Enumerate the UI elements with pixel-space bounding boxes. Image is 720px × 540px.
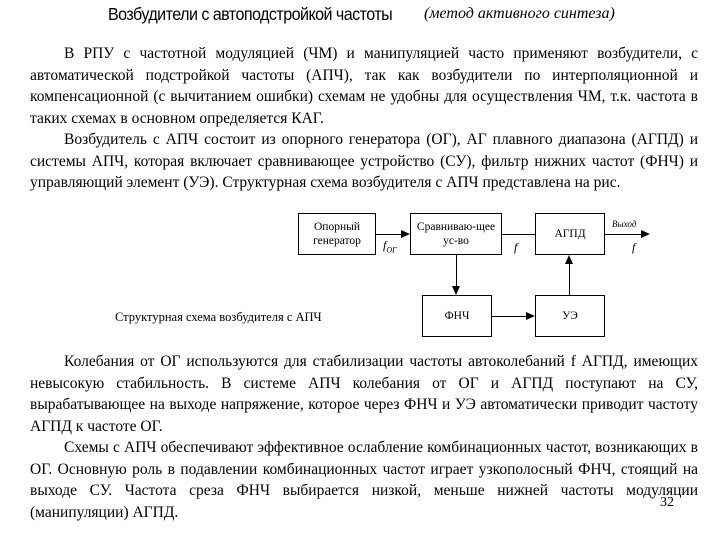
block-og-label: Опорный генератор <box>313 221 361 247</box>
slide-subtitle: (метод активного синтеза) <box>424 5 615 22</box>
slide-title: Возбудители с автоподстройкой частоты <box>108 4 393 24</box>
arrow-fnch-ue <box>526 312 535 320</box>
line-agpd-output <box>605 234 641 235</box>
label-f-mid: f <box>514 240 518 254</box>
label-f-og-main: f <box>383 238 387 252</box>
diagram-caption: Структурная схема возбудителя с АПЧ <box>115 310 322 324</box>
paragraph-3 <box>30 351 698 437</box>
paragraph-2 <box>30 129 698 194</box>
block-og <box>298 213 376 255</box>
line-og-su <box>376 234 401 235</box>
block-su <box>410 213 502 255</box>
label-f-og <box>383 238 397 254</box>
paragraph-1 <box>30 43 698 129</box>
block-agpd-label: АГПД <box>554 228 586 240</box>
line-fnch-ue <box>492 316 526 317</box>
block-fnch <box>422 295 492 337</box>
arrow-output <box>641 230 650 238</box>
block-su-label: Сравниваю-щее ус-во <box>416 221 496 247</box>
line-ue-agpd <box>569 264 570 295</box>
block-fnch-label: ФНЧ <box>444 310 470 322</box>
block-ue <box>535 295 605 337</box>
label-output: Выход <box>612 219 637 229</box>
page-number: 32 <box>660 495 674 510</box>
line-agpd-su <box>502 234 535 235</box>
label-f-out: f <box>632 240 636 254</box>
paragraph-4 <box>30 437 698 523</box>
arrow-su-fnch <box>452 286 460 295</box>
arrow-ue-agpd <box>565 255 573 264</box>
block-ue-label: УЭ <box>562 310 578 322</box>
paragraph-2-text: Возбудитель с АПЧ состоит из опорного генератора (ОГ), АГ плавного диапазона (АГПД) и системы АПЧ, которая включает сравнивающее устройство (СУ), фильтр нижних частот (ФНЧ) и управляющий элемент (УЭ). Структурная схема возбудителя с АПЧ представлена на рис. <box>30 131 698 191</box>
line-su-fnch <box>456 255 457 286</box>
arrow-og-su <box>401 230 410 238</box>
label-f-og-sub: ОГ <box>386 245 397 255</box>
paragraph-3-text: Колебания от ОГ используются для стабилизации частоты автоколебаний f АГПД, имеющих невысокую стабильность. В системе АПЧ колебания от ОГ и АГПД поступают на СУ, вырабатывающее на выходе напряжение, которое через ФНЧ и УЭ автоматически приводит частоту АГПД к частоте ОГ. <box>30 353 698 435</box>
paragraph-4-text: Схемы с АПЧ обеспечивают эффективное ослабление комбинационных частот, возникающих в ОГ. Основную роль в подавлении комбинационных частот играет узкополосный ФНЧ, стоящий на выходе СУ. Частота среза ФНЧ выбирается низкой, меньше нижней частоты модуляции (манипуляции) АГПД. <box>30 439 698 521</box>
block-agpd <box>535 213 605 255</box>
paragraph-1-text: В РПУ с частотной модуляцией (ЧМ) и манипуляцией часто применяют возбудители, с автоматической подстройкой частоты (АПЧ), так как возбудители по интерполяционной и компенсационной (с вычитанием ошибки) схемам не удобны для осуществления ЧМ, т.к. частота в таких схемах в основном определяется КАГ. <box>30 45 698 127</box>
